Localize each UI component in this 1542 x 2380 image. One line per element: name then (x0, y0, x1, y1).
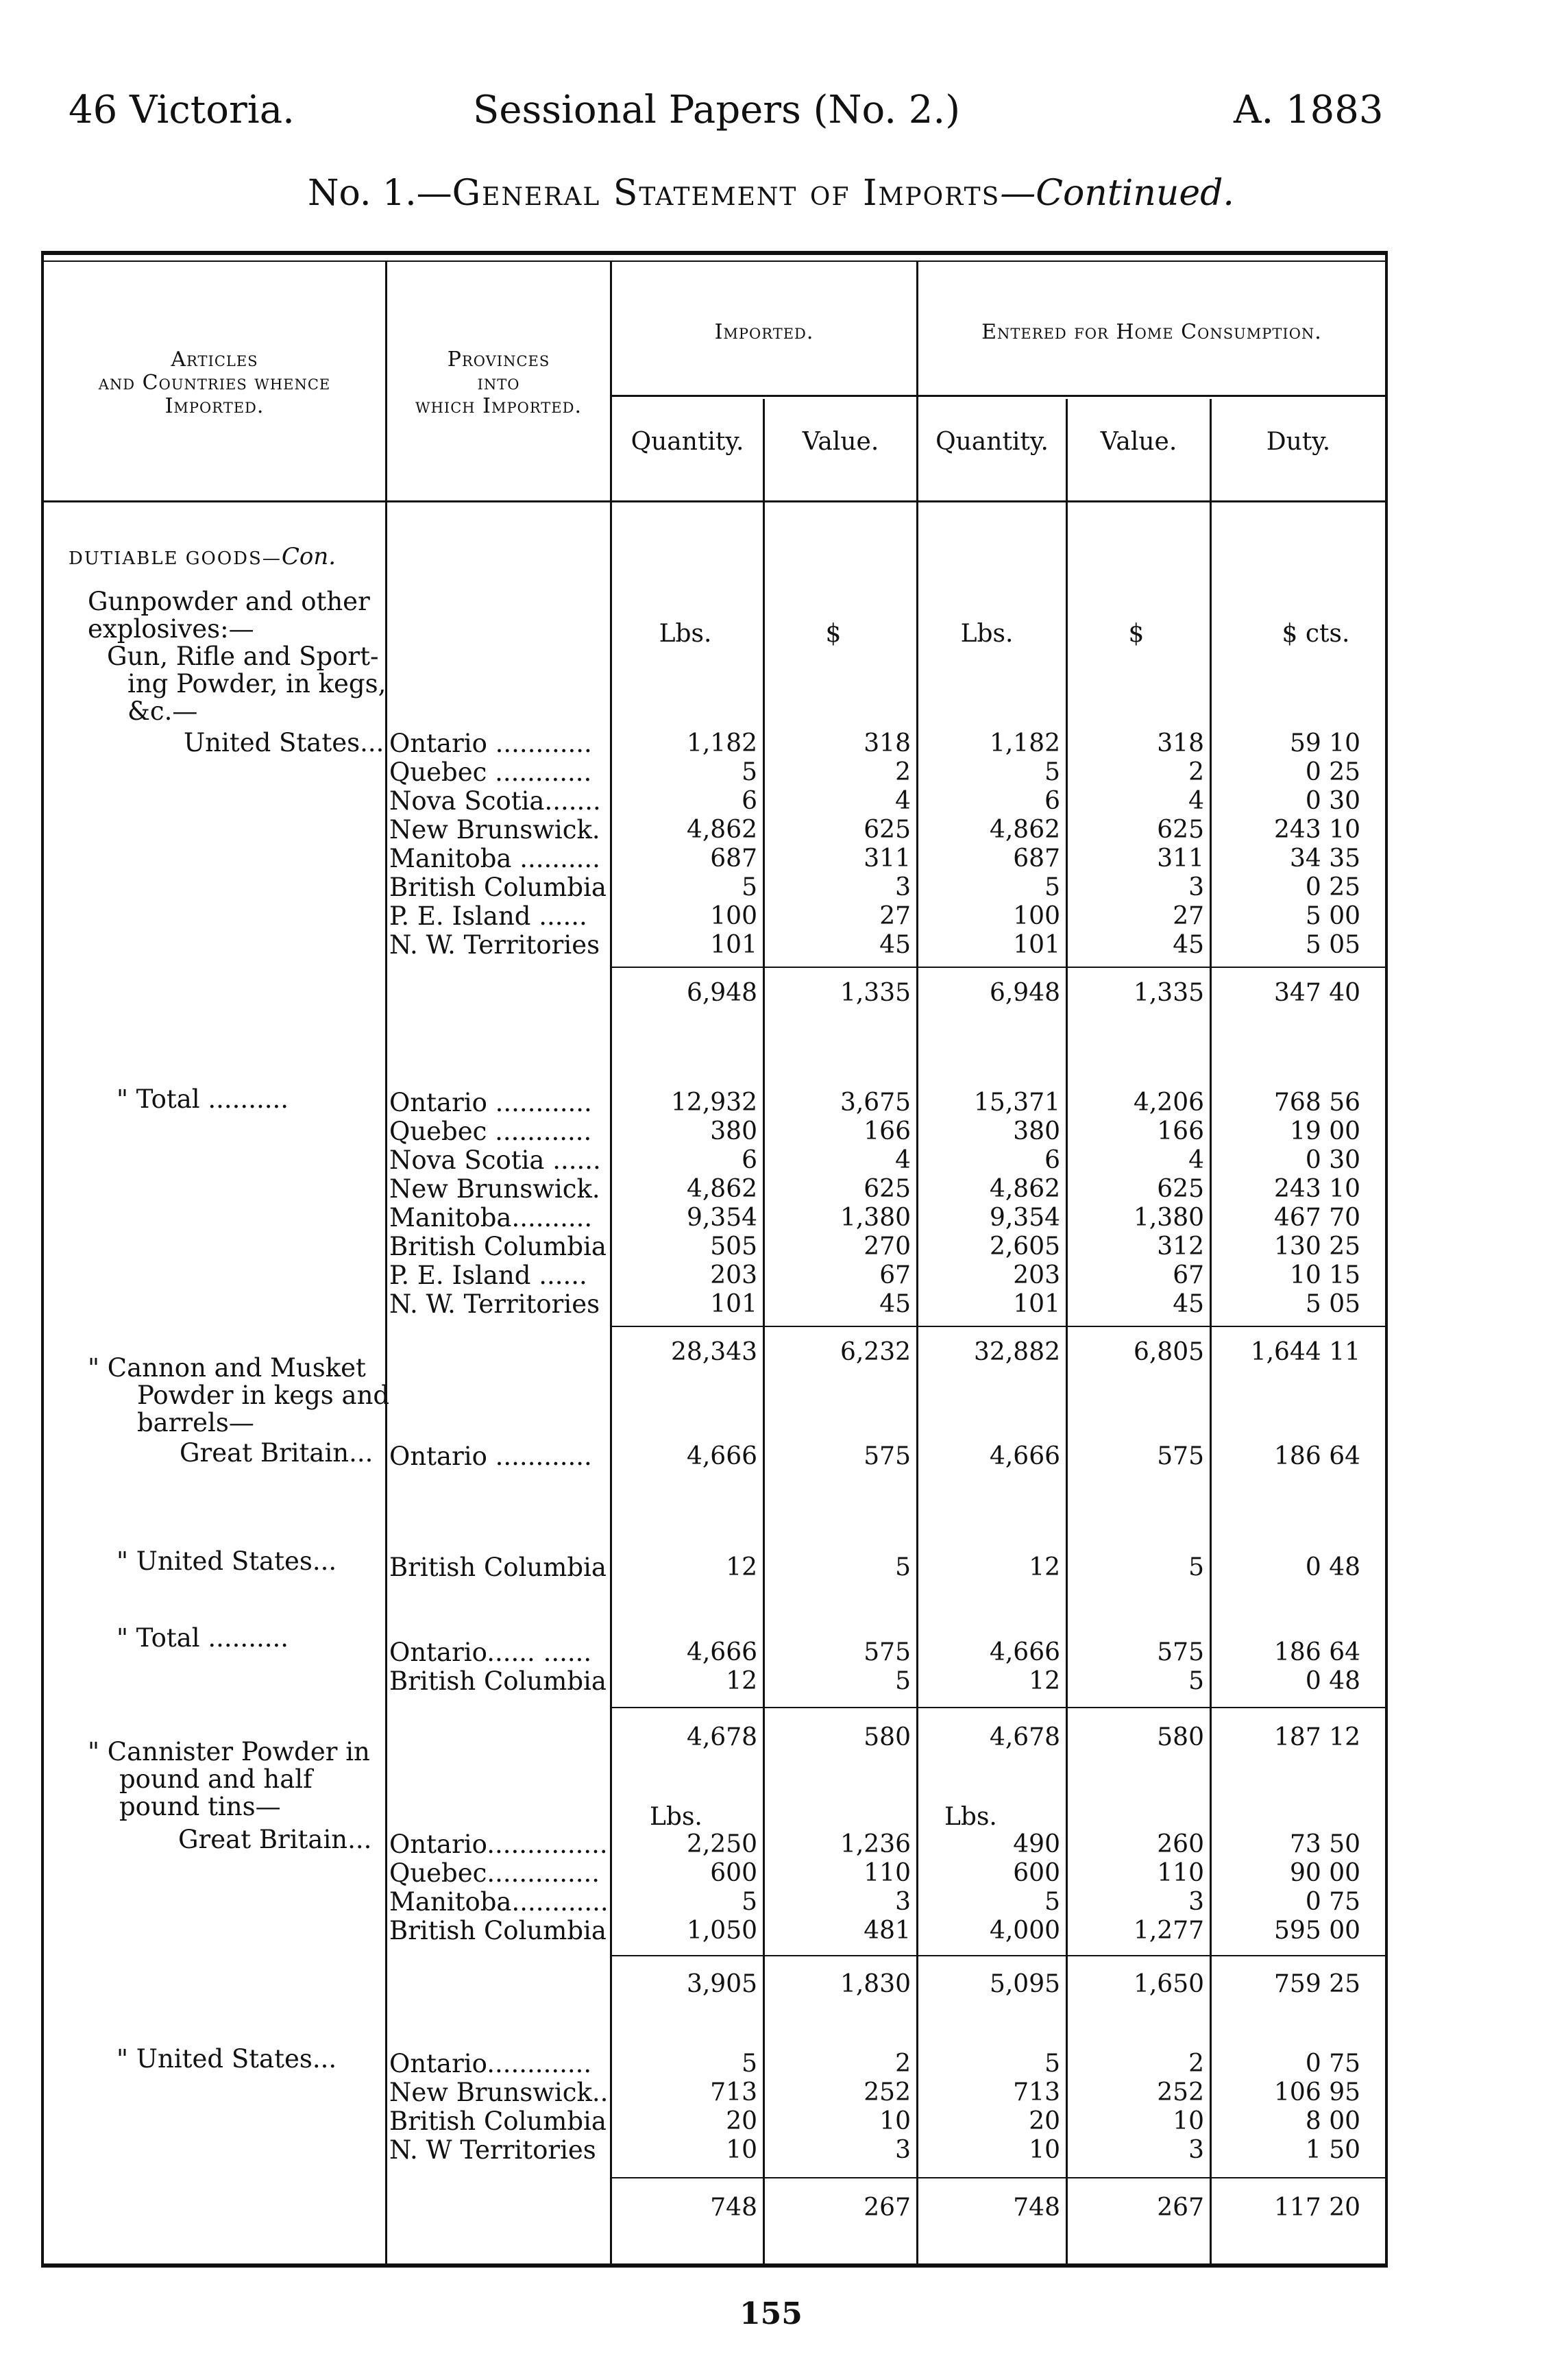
total-duty: 117 20 (1274, 2194, 1360, 2222)
section-label: DUTIABLE GOODS—Con. (69, 543, 336, 570)
value2-column: 575 5 (1157, 1638, 1204, 1695)
unit-qty-2: Lbs. (960, 620, 1014, 648)
duty-cell: 186 64 (1274, 1442, 1360, 1470)
total-qty: 748 (710, 2194, 757, 2222)
col-imported: Imported. (714, 320, 814, 344)
col-quantity: Quantity. (631, 428, 744, 456)
unit-qty: Lbs. (659, 620, 712, 648)
total-qty2: 4,678 (989, 1723, 1060, 1751)
unit-qty: Lbs. (650, 1803, 702, 1831)
duty-column: 73 50 90 00 0 75 595 00 (1274, 1830, 1360, 1945)
col-entered: Entered for Home Consumption. (981, 320, 1322, 344)
province-list: Ontario ............ Quebec ............ Nova Scotia ...... New Brunswick. Manitoba.......... British Columbia P. E. Island ...... N. W. Territories (389, 1088, 607, 1319)
qty2-column: 1,182 5 6 4,862 687 5 100 101 (989, 729, 1060, 959)
value-column: 1,236 110 3 481 (840, 1830, 911, 1945)
qty-column: 1,182 5 6 4,862 687 5 100 101 (686, 729, 757, 959)
value-column: 575 5 (864, 1638, 911, 1695)
total-duty: 1,644 11 (1250, 1338, 1360, 1366)
total-qty2: 32,882 (974, 1338, 1060, 1366)
total-qty: 4,678 (686, 1723, 757, 1751)
qty-column: 12,932 380 6 4,862 9,354 505 203 101 (671, 1089, 757, 1318)
total-qty2: 748 (1013, 2194, 1060, 2222)
title-main: General Statement of Imports (452, 173, 1001, 214)
qty-cell: 4,666 (686, 1442, 757, 1470)
total-qty: 3,905 (686, 1970, 757, 1998)
qty-column: 2,250 600 5 1,050 (686, 1830, 757, 1945)
total-value: 580 (864, 1723, 911, 1751)
header-left: 46 Victoria. (69, 88, 295, 132)
country-label: Great Britain... (178, 1825, 372, 1854)
qty2-column: 15,371 380 6 4,862 9,354 2,605 203 101 (974, 1089, 1060, 1318)
duty-cell: 0 48 (1305, 1553, 1360, 1581)
value2-column: 260 110 3 1,277 (1133, 1830, 1204, 1945)
total-value: 267 (864, 2194, 911, 2222)
qty-column: 4,666 12 (686, 1638, 757, 1695)
value-column: 318 2 4 625 311 3 27 45 (864, 729, 911, 959)
country-label: " United States... (117, 2044, 337, 2074)
province-list: Ontario ............ Quebec ............ Nova Scotia....... New Brunswick. Manitoba .......... British Columbia P. E. Island ...... N. W. Territories (389, 729, 607, 960)
header-center: Sessional Papers (No. 2.) (473, 88, 961, 132)
col-quantity-2: Quantity. (935, 428, 1049, 456)
qty2-column: 4,666 12 (989, 1638, 1060, 1695)
province-list: Ontario............... Quebec.............. Manitoba............ British Columbia (389, 1830, 609, 1945)
total-value: 6,232 (840, 1338, 911, 1366)
value2-column: 4,206 166 4 625 1,380 312 67 45 (1133, 1089, 1204, 1318)
qty-cell: 12 (726, 1553, 757, 1581)
total-qty2: 6,948 (989, 979, 1060, 1007)
header-right: A. 1883 (1234, 88, 1384, 132)
total-value: 1,830 (840, 1970, 911, 1998)
total-duty: 347 40 (1274, 979, 1360, 1007)
country-label: " United States... (117, 1546, 337, 1576)
qty2-column: 490 600 5 4,000 (989, 1830, 1060, 1945)
unit-val-2: $ (1128, 620, 1145, 648)
total-value2: 1,335 (1133, 979, 1204, 1007)
province-list: Ontario............. New Brunswick.. British Columbia N. W Territories (389, 2049, 609, 2165)
country-label: " Total .......... (117, 1623, 289, 1653)
total-duty: 759 25 (1274, 1970, 1360, 1998)
total-qty2: 5,095 (989, 1970, 1060, 1998)
value-column: 3,675 166 4 625 1,380 270 67 45 (840, 1089, 911, 1318)
value2-cell: 5 (1188, 1553, 1204, 1581)
col-value-2: Value. (1100, 428, 1177, 456)
province-list: Ontario...... ...... British Columbia (389, 1638, 607, 1696)
title-suffix: —Continued. (1000, 173, 1234, 214)
unit-qty-2: Lbs. (944, 1803, 997, 1831)
article-label: Gunpowder and other explosives:— Gun, Rifle and Sport- ing Powder, in kegs, &c.— (88, 587, 387, 726)
total-value2: 267 (1157, 2194, 1204, 2222)
province-item: British Columbia (389, 1553, 607, 1582)
page-number: 155 (739, 2296, 803, 2331)
unit-duty: $ cts. (1282, 620, 1350, 648)
article-label: " Cannon and Musket Powder in kegs and barrels— (88, 1353, 390, 1437)
qty2-cell: 12 (1029, 1553, 1060, 1581)
value-cell: 575 (864, 1442, 911, 1470)
qty-column: 5 713 20 10 (710, 2050, 757, 2164)
article-label: " Cannister Powder in pound and half pound tins— (88, 1737, 370, 1821)
col-value: Value. (802, 428, 879, 456)
col-duty: Duty. (1266, 428, 1331, 456)
total-value2: 1,650 (1133, 1970, 1204, 1998)
total-qty: 6,948 (686, 979, 757, 1007)
value2-column: 318 2 4 625 311 3 27 45 (1157, 729, 1204, 959)
page-title (0, 173, 1542, 214)
qty2-cell: 4,666 (989, 1442, 1060, 1470)
total-value2: 6,805 (1133, 1338, 1204, 1366)
total-duty: 187 12 (1274, 1723, 1360, 1751)
duty-column: 768 56 19 00 0 30 243 10 467 70 130 25 10 15 5 05 (1274, 1089, 1360, 1318)
unit-val: $ (825, 620, 842, 648)
country-label: United States... (184, 728, 384, 757)
value2-cell: 575 (1157, 1442, 1204, 1470)
duty-column: 186 64 0 48 (1274, 1638, 1360, 1695)
duty-column: 59 10 0 25 0 30 243 10 34 35 0 25 5 00 5 05 (1274, 729, 1360, 959)
country-label: Great Britain... (180, 1438, 374, 1468)
total-value: 1,335 (840, 979, 911, 1007)
qty2-column: 5 713 20 10 (1013, 2050, 1060, 2164)
province-item: Ontario ............ (389, 1442, 592, 1471)
value2-column: 2 252 10 3 (1157, 2050, 1204, 2164)
value-column: 2 252 10 3 (864, 2050, 911, 2164)
total-qty: 28,343 (671, 1338, 757, 1366)
col-articles: Articles and Countries whence Imported. (98, 348, 331, 418)
value-cell: 5 (895, 1553, 911, 1581)
duty-column: 0 75 106 95 8 00 1 50 (1274, 2050, 1360, 2164)
title-prefix: No. 1.— (308, 173, 452, 214)
col-provinces: Provinces into which Imported. (415, 348, 582, 418)
total-value2: 580 (1157, 1723, 1204, 1751)
country-label: " Total .......... (117, 1084, 289, 1114)
